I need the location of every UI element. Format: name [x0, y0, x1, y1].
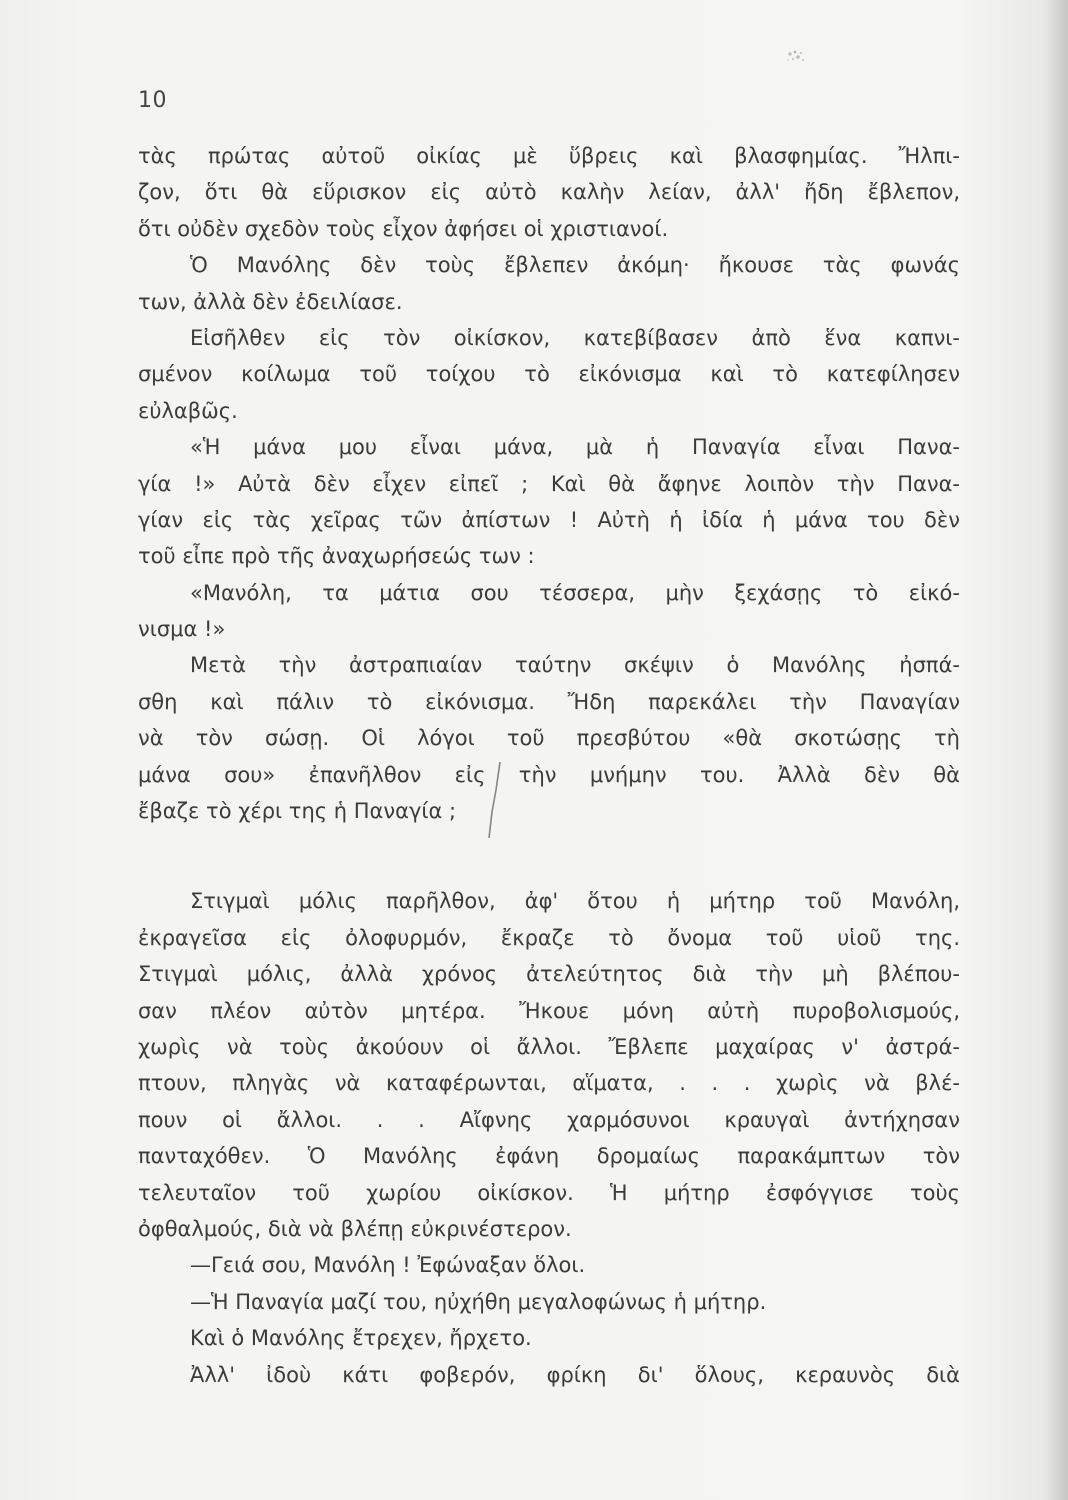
text-line: Μετὰ τὴν ἀστραπιαίαν ταύτην σκέψιν ὁ Μανόλης ἠσπά- [190, 653, 960, 678]
text-line: νισμα !» [138, 617, 226, 642]
text-line: μάνα σου» ἐπανῆλθον εἰς τὴν μνήμην του. Ἀλλὰ δὲν θὰ [138, 762, 960, 787]
text-line: γία !» Αὐτὰ δὲν εἶχεν εἰπεῖ ; Καὶ θὰ ἄφηνε λοιπὸν τὴν Πανα- [138, 471, 960, 496]
paragraph [138, 247, 960, 320]
paragraph [138, 575, 960, 648]
pencil-mark [478, 760, 508, 840]
text-line: πτουν, πληγὰς νὰ καταφέρωνται, αἵματα, . . . χωρὶς νὰ βλέ- [138, 1071, 960, 1096]
text-line: Εἰσῆλθεν εἰς τὸν οἰκίσκον, κατεβίβασεν ἀπὸ ἕνα καπνι- [190, 325, 960, 350]
paragraph [138, 138, 960, 247]
text-line: πουν οἱ ἄλλοι. . . Αἴφνης χαρμόσυνοι κραυγαὶ ἀντήχησαν [138, 1107, 960, 1132]
text-line: πανταχόθεν. Ὁ Μανόλης ἐφάνη δρομαίως παρακάμπτων τὸν [138, 1144, 960, 1169]
paragraph [138, 1284, 960, 1320]
paragraph [138, 883, 960, 1247]
text-line: Ἀλλ' ἰδοὺ κάτι φοβερόν, φρίκη δι' ὅλους, κεραυνὸς διὰ [190, 1362, 960, 1387]
text-line: ἐκραγεῖσα εἰς ὀλοφυρμόν, ἔκραζε τὸ ὄνομα τοῦ υἱοῦ της. [138, 925, 960, 950]
text-line: —Γειά σου, Μανόλη ! Ἐφώναξαν ὅλοι. [190, 1253, 586, 1278]
text-line: —Ἡ Παναγία μαζί του, ηὐχήθη μεγαλοφώνως ἡ μήτηρ. [190, 1289, 767, 1314]
text-line: Στιγμαὶ μόλις παρῆλθον, ἀφ' ὅτου ἡ μήτηρ τοῦ Μανόλη, [190, 889, 960, 914]
body-text [138, 138, 960, 1393]
text-line: χωρὶς νὰ τοὺς ἀκούουν οἱ ἄλλοι. Ἔβλεπε μαχαίρας ν' ἀστρά- [138, 1034, 960, 1059]
text-line: τελευταῖον τοῦ χωρίου οἰκίσκον. Ἡ μήτηρ ἐσφόγγισε τοὺς [138, 1180, 960, 1205]
paragraph [138, 1357, 960, 1393]
text-line: Ὁ Μανόλης δὲν τοὺς ἔβλεπεν ἀκόμη· ἤκουσε τὰς φωνάς [190, 253, 960, 278]
text-line: ἔβαζε τὸ χέρι της ἡ Παναγία ; [138, 799, 457, 824]
text-line: «Ἡ μάνα μου εἶναι μάνα, μὰ ἡ Παναγία εἶναι Πανα- [190, 435, 960, 460]
text-line: τὰς πρώτας αὐτοῦ οἰκίας μὲ ὕβρεις καὶ βλασφημίας. Ἤλπι- [138, 144, 960, 168]
text-line: σαν πλέον αὐτὸν μητέρα. Ἤκουε μόνη αὐτὴ πυροβολισμούς, [138, 998, 960, 1023]
text-line: ὅτι οὐδὲν σχεδὸν τοὺς εἶχον ἀφήσει οἱ χριστιανοί. [138, 216, 669, 241]
paragraph [138, 1247, 960, 1283]
page-number: 10 [138, 88, 167, 113]
text-line: Στιγμαὶ μόλις, ἀλλὰ χρόνος ἀτελεύτητος διὰ τὴν μὴ βλέπου- [138, 962, 960, 987]
text-line: ζον, ὅτι θὰ εὕρισκον εἰς αὐτὸ καλὴν λείαν, ἀλλ' ἤδη ἔβλεπον, [138, 180, 960, 205]
paragraph [138, 1320, 960, 1356]
text-line: εὐλαβῶς. [138, 398, 238, 423]
paragraph [138, 320, 960, 429]
text-line: των, ἀλλὰ δὲν ἐδειλίασε. [138, 289, 403, 314]
page-edge-shadow [1042, 0, 1068, 1500]
text-line: «Μανόλη, τα μάτια σου τέσσερα, μὴν ξεχάσῃς τὸ εἰκό- [190, 580, 960, 605]
paragraph [138, 429, 960, 575]
text-line: σθη καὶ πάλιν τὸ εἰκόνισμα. Ἤδη παρεκάλει τὴν Παναγίαν [138, 689, 960, 714]
text-line: γίαν εἰς τὰς χεῖρας τῶν ἀπίστων ! Αὐτὴ ἡ ἰδία ἡ μάνα του δὲν [138, 507, 960, 532]
text-line: νὰ τὸν σώσῃ. Οἱ λόγοι τοῦ πρεσβύτου «θὰ σκοτώσῃς τὴ [138, 726, 960, 751]
text-line: σμένον κοίλωμα τοῦ τοίχου τὸ εἰκόνισμα καὶ τὸ κατεφίλησεν [138, 362, 960, 387]
text-line: ὀφθαλμούς, διὰ νὰ βλέπῃ εὐκρινέστερον. [138, 1216, 572, 1241]
ink-smudge [776, 44, 812, 70]
text-line: τοῦ εἶπε πρὸ τῆς ἀναχωρήσεώς των : [138, 544, 535, 569]
section-break [138, 829, 960, 883]
text-line: Καὶ ὁ Μανόλης ἔτρεχεν, ἤρχετο. [190, 1326, 532, 1351]
paragraph [138, 647, 960, 829]
